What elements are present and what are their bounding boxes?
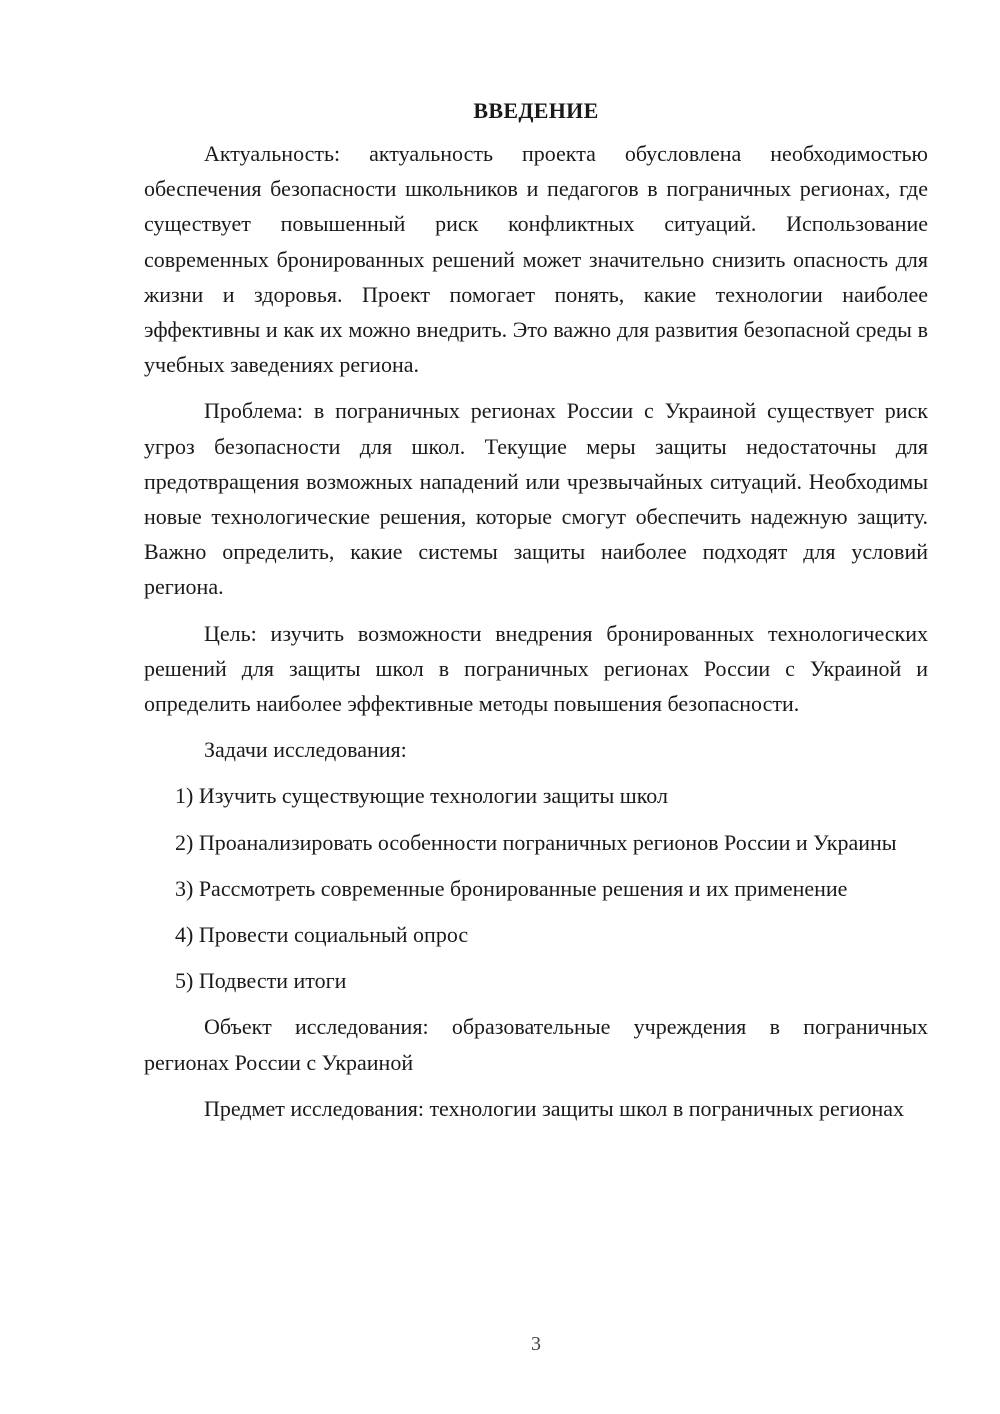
page-content bbox=[144, 94, 928, 1137]
paragraph-problem: Проблема: в пограничных регионах России с Украиной существует риск угроз безопасности для школ. Текущие меры защиты недостаточны для предотвращения возможных нападений или чрезвычайных ситуаций. Необходимы новые технологические решения, которые смогут обеспечить надежную защиту. Важно определить, какие системы защиты наиболее подходят для условий региона. bbox=[144, 398, 928, 600]
page-number: 3 bbox=[531, 1333, 541, 1355]
task-item-5: 5) Подвести итоги bbox=[175, 968, 347, 994]
paragraph-object: Объект исследования: образовательные учреждения в пограничных регионах России с Украиной bbox=[144, 1014, 928, 1075]
paragraph-goal: Цель: изучить возможности внедрения бронированных технологических решений для защиты школ в пограничных регионах России с Украиной и определить наиболее эффективные методы повышения безопасности. bbox=[144, 620, 928, 717]
task-item-3: 3) Рассмотреть современные бронированные решения и их применение bbox=[175, 875, 848, 901]
paragraph-subject: Предмет исследования: технологии защиты школ в пограничных регионах bbox=[204, 1095, 905, 1121]
task-item-4: 4) Провести социальный опрос bbox=[175, 922, 469, 948]
section-title: ВВЕДЕНИЕ bbox=[473, 98, 599, 123]
tasks-heading: Задачи исследования: bbox=[204, 737, 407, 763]
task-item-2: 2) Проанализировать особенности пограничных регионов России и Украины bbox=[175, 829, 897, 855]
task-item-1: 1) Изучить существующие технологии защиты школ bbox=[175, 783, 668, 809]
paragraph-relevance: Актуальность: актуальность проекта обусловлена необходимостью обеспечения безопасности школьников и педагогов в пограничных регионах, где существует повышенный риск конфликтных ситуаций. Использование современных бронированных решений может значительно снизить опасность для жизни и здоровья. Проект помогает понять, какие технологии наиболее эффективны и как их можно внедрить. Это важно для развития безопасной среды в учебных заведениях региона. bbox=[144, 141, 928, 378]
